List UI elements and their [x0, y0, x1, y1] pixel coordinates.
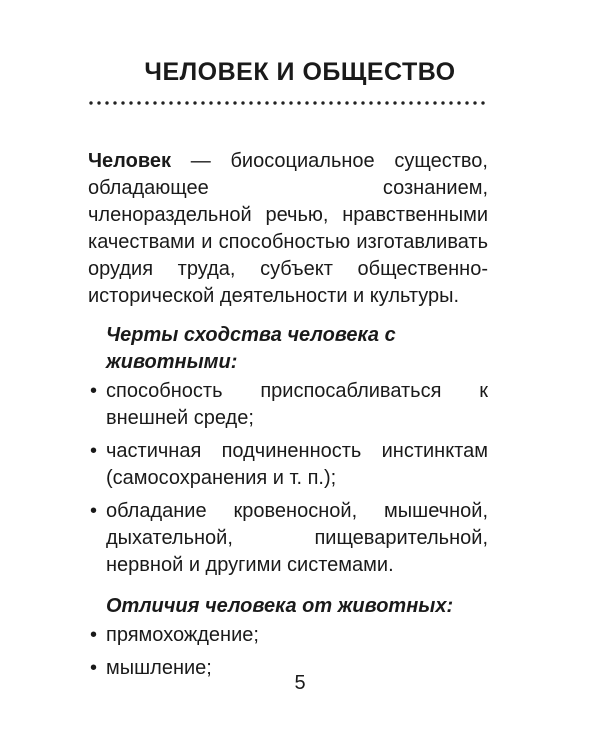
list-item-text: обладание кровеносной, мышечной, дыхательной, пищеварительной, нервной и другими системами.: [106, 500, 488, 576]
list-item-text: способность приспосабливаться к внешней среде;: [106, 380, 488, 429]
definition-dash: —: [171, 150, 231, 172]
similarities-heading: Черты сходства человека с животными:: [106, 324, 396, 373]
definition-text: биосоциальное существо, обладающее сознанием, членораздельной речью, нравственными качествами и способностью изготавливать орудия труда, субъект общественно-исторической деятельности и культуры.: [88, 150, 488, 307]
list-item-text: прямохождение;: [106, 624, 259, 646]
bullet-icon: •: [90, 624, 98, 646]
definition-term: Человек: [88, 150, 171, 172]
list-item-text: мышление;: [106, 657, 212, 679]
bullet-icon: •: [90, 500, 98, 522]
page-content: [88, 148, 488, 688]
list-item: [88, 622, 488, 649]
bullet-icon: •: [90, 380, 98, 402]
definition-paragraph: [88, 148, 488, 310]
dotted-divider: [87, 100, 487, 106]
list-item: [88, 438, 488, 492]
definition-block: [88, 148, 488, 310]
list-item: [88, 498, 488, 579]
page-title: ЧЕЛОВЕК И ОБЩЕСТВО: [144, 58, 456, 86]
list-item-text: частичная подчиненность инстинктам (самосохранения и т. п.);: [106, 440, 488, 489]
differences-heading: Отличия человека от животных:: [106, 595, 454, 617]
similarities-list: [88, 378, 488, 579]
bullet-icon: •: [90, 657, 98, 679]
list-item: [88, 378, 488, 432]
page-number: 5: [294, 672, 306, 694]
bullet-icon: •: [90, 440, 98, 462]
